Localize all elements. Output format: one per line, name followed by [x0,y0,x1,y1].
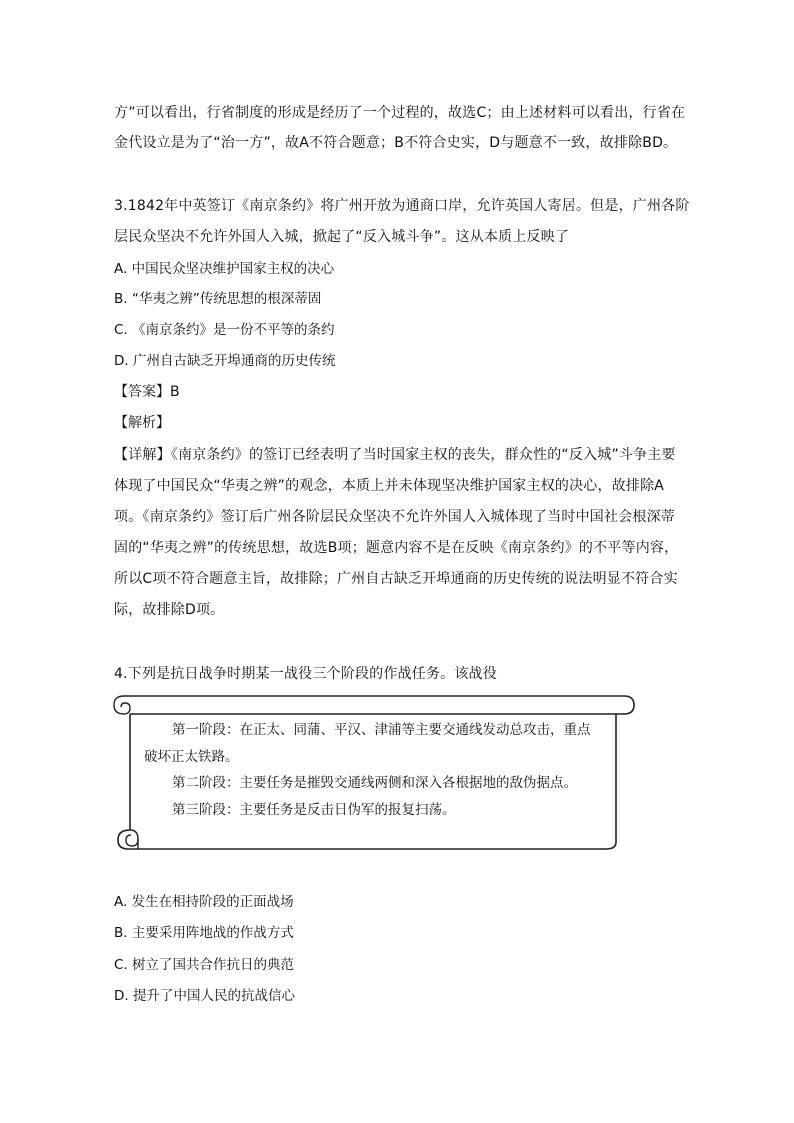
q3-answer: 【答案】B [114,384,180,400]
q2-explanation-line-2: 金代设立是为了“治一方”，故A不符合题意；B不符合史实，D与题意不一致，故排除BD。 [114,135,678,151]
q3-stem-line-1: 3.1842年中英签订《南京条约》将广州开放为通商口岸，允许英国人寄居。但是，广州各阶 [114,198,690,214]
q4-option-b: B. 主要采用阵地战的作战方式 [114,925,294,941]
scroll-line-1: 第一阶段：在正太、同蒲、平汉、津浦等主要交通线发动总攻击，重点 [172,722,591,738]
q4-option-a: A. 发生在相持阶段的正面战场 [114,894,294,910]
q3-detail-line-1: 【详解】《南京条约》的签订已经表明了当时国家主权的丧失，群众性的“反入城”斗争主要 [114,447,676,463]
q3-detail-line-4: 固的“华夷之辨”的传统思想，故选B项；题意内容不是在反映《南京条约》的不平等内容， [114,540,679,556]
scroll-line-4: 第三阶段：主要任务是反击日伪军的报复扫荡。 [172,802,456,818]
q3-stem-line-2: 层民众坚决不允许外国人入城，掀起了“反入城斗争”。这从本质上反映了 [114,229,570,245]
q3-option-b: B. “华夷之辨”传统思想的根深蒂固 [114,291,322,307]
q3-option-a: A. 中国民众坚决维护国家主权的决心 [114,261,335,277]
q3-analysis-label: 【解析】 [114,415,170,431]
scroll-line-2: 破坏正太铁路。 [144,749,239,765]
q3-detail-line-3: 项。《南京条约》签订后广州各阶层民众坚决不允许外国人入城体现了当时中国社会根深蒂 [114,509,675,525]
q3-detail-line-6: 际，故排除D项。 [114,602,225,618]
q4-scroll-material [112,694,638,852]
q4-option-c: C. 树立了国共合作抗日的典范 [114,957,295,973]
q4-option-d: D. 提升了中国人民的抗战信心 [114,988,295,1004]
q4-stem: 4.下列是抗日战争时期某一战役三个阶段的作战任务。该战役 [114,666,497,682]
q3-option-d: D. 广州自古缺乏开埠通商的历史传统 [114,353,336,369]
q3-detail-line-2: 体现了中国民众“华夷之辨”的观念，本质上并未体现坚决维护国家主权的决心，故排除A [114,478,665,494]
q3-option-c: C. 《南京条约》是一份不平等的条约 [114,322,335,338]
q2-explanation-line-1: 方”可以看出，行省制度的形成是经历了一个过程的，故选C；由上述材料可以看出，行省在 [114,105,686,121]
scroll-line-3: 第二阶段：主要任务是摧毁交通线两侧和深入各根据地的敌伪据点。 [172,775,577,791]
q3-detail-line-5: 所以C项不符合题意主旨，故排除；广州自古缺乏开埠通商的历史传统的说法明显不符合实 [114,571,678,587]
